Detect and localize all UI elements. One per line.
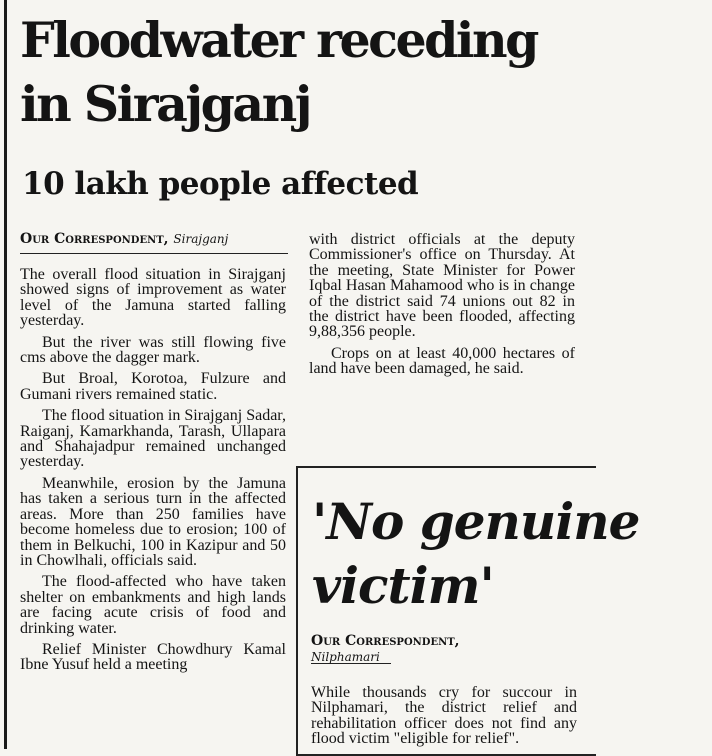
byline-rule [20,253,288,254]
article-headline: Floodwater receding in Sirajganj [20,11,537,133]
article-paragraph: But Broal, Korotoa, Fulzure and Gumani rivers remained static. [20,370,286,403]
article-paragraph: Meanwhile, erosion by the Jamuna has taken a serious turn in the affected areas. More than 250 families have become homeless due to erosion; 100 of them in Belkuchi, 100 in Kazipur and 50 in Chowlhali, officials said. [20,474,286,569]
sidebar-byline-place: Nilphamari [311,651,391,664]
article-byline [20,231,286,247]
left-column-rule [4,0,7,749]
sidebar-body: While thousands cry for succour in Nilphamari, the district relief and rehabilitation officer does not find any flood victim "eligible for relief". [311,684,577,748]
article-paragraph: Crops on at least 40,000 hectares of land have been damaged, he said. [309,344,575,378]
byline-place: Sirajganj [173,232,229,246]
sidebar-byline: Our Correspondent, [311,633,460,649]
article-paragraph: But the river was still flowing five cms above the dagger mark. [20,333,286,367]
article-paragraph: The flood situation in Sirajganj Sadar, Raiganj, Kamarkhanda, Tarash, Ullapara and Shahajadpur remained unchanged yesterday. [20,407,286,471]
article-column-1 [20,267,286,679]
sidebar-headline: 'No genuine victim' [312,492,640,615]
byline-label: Our Correspondent, [20,231,169,247]
article-paragraph: with district officials at the deputy Commissioner's office on Thursday. At the meeting, State Minister for Power Iqbal Hasan Mahamood who is in change of the district said 74 unions out 82 in the district have been flooded, affecting 9,88,356 people. [309,231,575,341]
article-column-2 [309,232,575,383]
article-paragraph: The overall flood situation in Sirajganj showed signs of improvement as water level of the Jamuna started falling yesterday. [20,266,286,330]
sidebar-story-box [296,466,640,756]
article-paragraph: The flood-affected who have taken shelter on embankments and high lands are facing acute crisis of food and drinking water. [20,573,286,637]
article-paragraph: Relief Minister Chowdhury Kamal Ibne Yusuf held a meeting [20,640,286,674]
article-subhead: 10 lakh people affected [22,166,419,202]
